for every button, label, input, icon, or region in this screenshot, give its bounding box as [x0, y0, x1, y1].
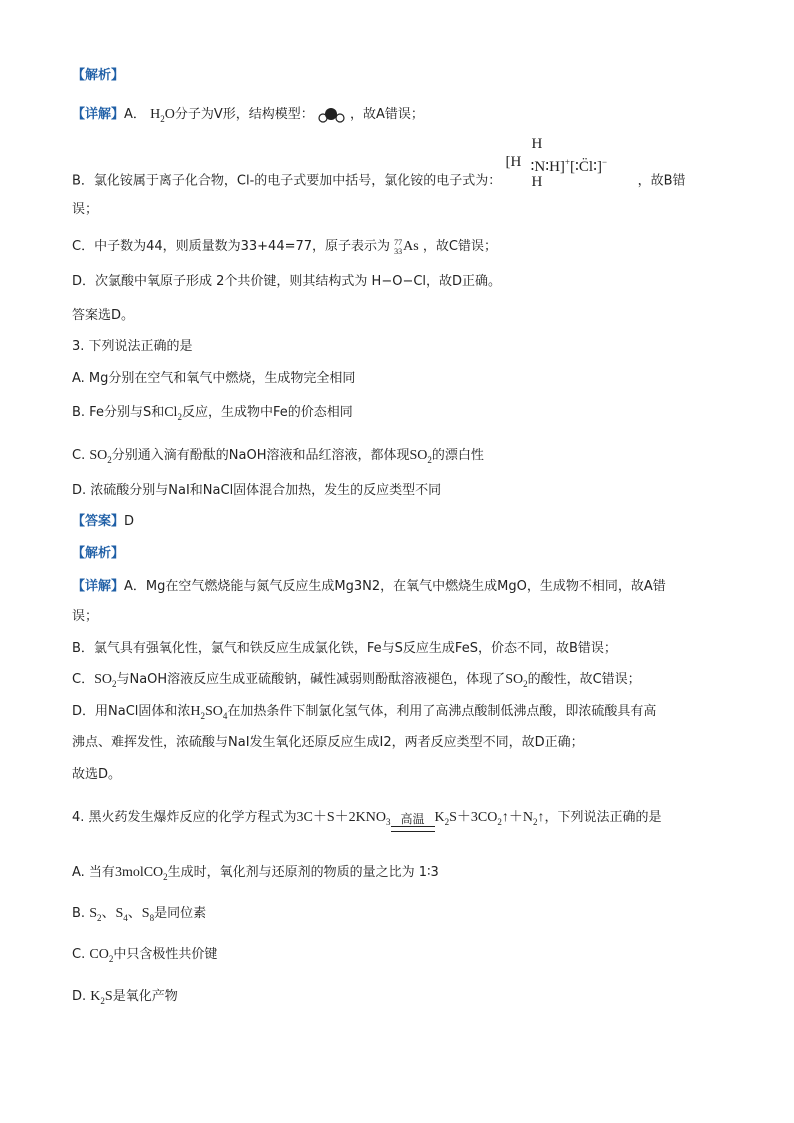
- q3-option-b: B. Fe分别与S和$Cl_2$反应，生成物中Fe的价态相同: [72, 405, 353, 422]
- answer-conclusion-1: 答案选D。: [72, 308, 135, 323]
- q3-explain-b: B．氯气具有强氧化性，氯气和铁反应生成氯化铁，Fe与S反应生成FeS，价态不同，故B错误；: [72, 641, 617, 656]
- q3-stem: 3. 下列说法正确的是: [72, 339, 193, 354]
- q3-answer: 【答案】D: [72, 514, 135, 529]
- q3-option-d: D. 浓硫酸分别与NaI和NaCl固体混合加热，发生的反应类型不同: [72, 483, 442, 498]
- q3-explain-d-cont: 沸点、难挥发性，浓硫酸与NaI发生氧化还原反应生成I2，两者反应类型不同，故D正确；: [72, 735, 584, 750]
- q4-option-a: A. 当有3molCO$_2$生成时，氧化剂与还原剂的物质的量之比为 1∶3: [72, 865, 439, 882]
- q4-option-c: C. $CO_2$中只含极性共价键: [72, 947, 218, 964]
- explain-d: D．次氯酸中氧原子形成 2个共价键，则其结构式为 H−O−Cl，故D正确。: [72, 274, 502, 289]
- q3-option-a: A. Mg分别在空气和氧气中燃烧，生成物完全相同: [72, 371, 356, 386]
- q3-explain-d: D．用NaCl固体和浓$H_2SO_4$在加热条件下制氯化氢气体，利用了高沸点酸制低沸点酸，即浓硫酸具有高: [72, 704, 657, 721]
- analysis-tag-2: 【解析】: [72, 546, 125, 561]
- q4-option-d: D. $K_2S$是氧化产物: [72, 989, 178, 1006]
- q3-conclusion: 故选D。: [72, 767, 122, 782]
- explain-b: B．氯化铵属于离子化合物，Cl-的电子式要加中括号，氯化铵的电子式为： H [H ∶N∶H]+[∶C̈l∶]− H ，故B错: [72, 152, 734, 210]
- q4-option-b: B. $S_2$、$S_4$、$S_8$是同位素: [72, 906, 207, 923]
- ammonium-chloride-electron-formula: H [H ∶N∶H]+[∶C̈l∶]− H: [505, 136, 608, 190]
- explain-b-cont: 误；: [72, 202, 99, 217]
- explain-a: 【详解】A． $H_2O$分子为V形，结构模型： ，故A错误；: [72, 107, 424, 124]
- water-molecule-model-icon: [318, 107, 346, 123]
- q3-explain-a-cont: 误；: [72, 609, 99, 624]
- explain-c: C．中子数为44，则质量数为33+44=77，原子表示为 77 33 As ，故C错误；: [72, 237, 497, 256]
- q3-explain-c: C．$SO_2$与NaOH溶液反应生成亚硫酸钠，碱性减弱则酚酞溶液褪色，体现了$SO_2$的酸性，故C错误；: [72, 672, 641, 689]
- reaction-condition: 高温: [391, 813, 435, 832]
- q3-explain-a: 【详解】A．Mg在空气燃烧能与氮气反应生成Mg3N2，在氧气中燃烧生成MgO，生成物不相同，故A错: [72, 579, 666, 594]
- analysis-tag-1: 【解析】: [72, 68, 125, 83]
- q3-option-c: C. $SO_2$分别通入滴有酚酞的NaOH溶液和品红溶液，都体现$SO_2$的漂白性: [72, 448, 484, 465]
- q4-stem: 4. 黑火药发生爆炸反应的化学方程式为$3C+S+2KNO_3$ 高温 $K_2S+3CO_2↑+N_2↑$，下列说法正确的是: [72, 808, 734, 832]
